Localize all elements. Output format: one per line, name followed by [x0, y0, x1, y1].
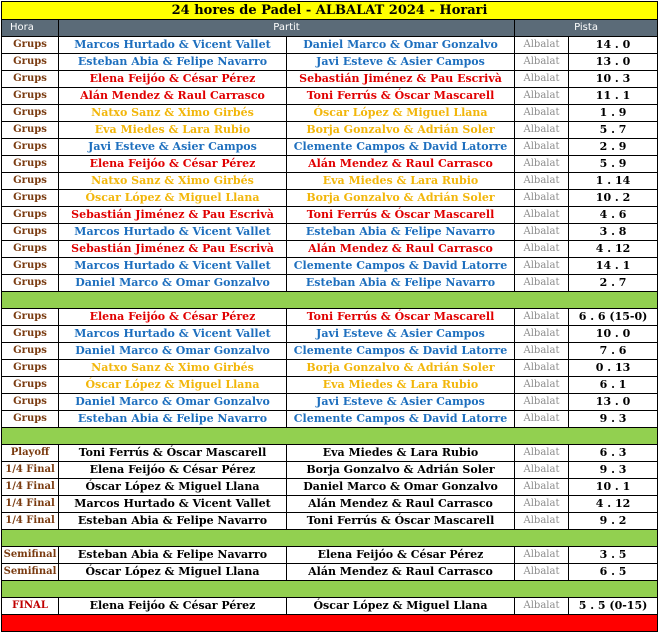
match-court: Albalat	[515, 122, 569, 139]
match-court: Albalat	[515, 479, 569, 496]
match-result: 14 . 1	[569, 258, 658, 275]
match-phase: Grups	[2, 105, 59, 122]
separator-row	[2, 428, 658, 445]
match-result: 7 . 6	[569, 343, 658, 360]
match-court: Albalat	[515, 360, 569, 377]
match-phase: 1/4 Final	[2, 496, 59, 513]
match-result: 4 . 6	[569, 207, 658, 224]
match-court: Albalat	[515, 71, 569, 88]
team-a: Sebastián Jiménez & Pau Escrivà	[59, 207, 287, 224]
match-row	[2, 411, 658, 428]
team-b: Alán Mendez & Raul Carrasco	[287, 564, 515, 581]
team-a: Elena Feijóo & César Pérez	[59, 71, 287, 88]
match-court: Albalat	[515, 496, 569, 513]
team-b: Sebastián Jiménez & Pau Escrivà	[287, 71, 515, 88]
match-court: Albalat	[515, 139, 569, 156]
team-a: Natxo Sanz & Ximo Girbés	[59, 105, 287, 122]
match-row	[2, 105, 658, 122]
team-a: Marcos Hurtado & Vicent Vallet	[59, 258, 287, 275]
team-b: Toni Ferrús & Óscar Mascarell	[287, 88, 515, 105]
header-row	[2, 20, 658, 37]
separator-row	[2, 581, 658, 598]
match-court: Albalat	[515, 275, 569, 292]
match-result: 13 . 0	[569, 54, 658, 71]
footer-bar	[2, 615, 658, 632]
match-row	[2, 241, 658, 258]
team-b: Esteban Abia & Felipe Navarro	[287, 275, 515, 292]
match-court: Albalat	[515, 326, 569, 343]
match-row	[2, 377, 658, 394]
match-result: 6 . 6 (15-0)	[569, 309, 658, 326]
match-phase: Grups	[2, 394, 59, 411]
team-a: Natxo Sanz & Ximo Girbés	[59, 360, 287, 377]
team-a: Marcos Hurtado & Vicent Vallet	[59, 496, 287, 513]
team-a: Esteban Abia & Felipe Navarro	[59, 547, 287, 564]
match-phase: Grups	[2, 88, 59, 105]
match-phase: FINAL	[2, 598, 59, 615]
match-result: 6 . 3	[569, 445, 658, 462]
match-result: 14 . 0	[569, 37, 658, 54]
separator-cell	[2, 530, 658, 547]
match-phase: Grups	[2, 343, 59, 360]
match-row	[2, 479, 658, 496]
match-phase: Grups	[2, 173, 59, 190]
team-a: Óscar López & Miguel Llana	[59, 564, 287, 581]
match-row	[2, 190, 658, 207]
team-a: Elena Feijóo & César Pérez	[59, 309, 287, 326]
match-row	[2, 156, 658, 173]
team-a: Marcos Hurtado & Vicent Vallet	[59, 37, 287, 54]
team-a: Daniel Marco & Omar Gonzalvo	[59, 394, 287, 411]
match-court: Albalat	[515, 309, 569, 326]
match-court: Albalat	[515, 258, 569, 275]
match-phase: 1/4 Final	[2, 513, 59, 530]
team-b: Óscar López & Miguel Llana	[287, 105, 515, 122]
match-row	[2, 71, 658, 88]
match-row	[2, 445, 658, 462]
match-court: Albalat	[515, 564, 569, 581]
team-a: Sebastián Jiménez & Pau Escrivà	[59, 241, 287, 258]
match-result: 2 . 9	[569, 139, 658, 156]
match-court: Albalat	[515, 513, 569, 530]
team-a: Natxo Sanz & Ximo Girbés	[59, 173, 287, 190]
match-result: 11 . 1	[569, 88, 658, 105]
match-court: Albalat	[515, 411, 569, 428]
match-phase: Grups	[2, 71, 59, 88]
team-b: Esteban Abia & Felipe Navarro	[287, 224, 515, 241]
team-a: Óscar López & Miguel Llana	[59, 479, 287, 496]
team-a: Esteban Abia & Felipe Navarro	[59, 513, 287, 530]
match-row	[2, 326, 658, 343]
team-b: Eva Miedes & Lara Rubio	[287, 445, 515, 462]
title-row	[2, 2, 658, 20]
schedule-table	[1, 1, 658, 632]
match-phase: Grups	[2, 275, 59, 292]
match-phase: 1/4 Final	[2, 462, 59, 479]
team-a: Elena Feijóo & César Pérez	[59, 462, 287, 479]
match-row	[2, 394, 658, 411]
team-a: Elena Feijóo & César Pérez	[59, 156, 287, 173]
match-result: 4 . 12	[569, 241, 658, 258]
team-b: Daniel Marco & Omar Gonzalvo	[287, 479, 515, 496]
match-court: Albalat	[515, 54, 569, 71]
footer-cell	[2, 615, 658, 632]
team-a: Óscar López & Miguel Llana	[59, 377, 287, 394]
match-row	[2, 513, 658, 530]
match-phase: Semifinal	[2, 547, 59, 564]
match-result: 9 . 2	[569, 513, 658, 530]
match-court: Albalat	[515, 173, 569, 190]
team-a: Daniel Marco & Omar Gonzalvo	[59, 343, 287, 360]
match-phase: Grups	[2, 258, 59, 275]
team-a: Óscar López & Miguel Llana	[59, 190, 287, 207]
team-a: Marcos Hurtado & Vicent Vallet	[59, 224, 287, 241]
match-court: Albalat	[515, 207, 569, 224]
separator-row	[2, 530, 658, 547]
match-row	[2, 54, 658, 71]
team-a: Esteban Abia & Felipe Navarro	[59, 54, 287, 71]
header-hora: Hora	[2, 20, 59, 37]
match-phase: Grups	[2, 207, 59, 224]
match-result: 9 . 3	[569, 462, 658, 479]
match-court: Albalat	[515, 394, 569, 411]
page-title: 24 hores de Padel - ALBALAT 2024 - Horari	[2, 2, 658, 20]
match-result: 5 . 7	[569, 122, 658, 139]
match-result: 13 . 0	[569, 394, 658, 411]
match-phase: Grups	[2, 377, 59, 394]
match-court: Albalat	[515, 241, 569, 258]
header-partit: Partit	[59, 20, 515, 37]
match-court: Albalat	[515, 156, 569, 173]
match-court: Albalat	[515, 88, 569, 105]
match-row	[2, 564, 658, 581]
team-b: Borja Gonzalvo & Adrián Soler	[287, 462, 515, 479]
match-court: Albalat	[515, 598, 569, 615]
match-result: 6 . 1	[569, 377, 658, 394]
match-result: 1 . 14	[569, 173, 658, 190]
match-result: 5 . 5 (0-15)	[569, 598, 658, 615]
match-result: 10 . 1	[569, 479, 658, 496]
match-row	[2, 275, 658, 292]
match-row	[2, 462, 658, 479]
match-phase: Playoff	[2, 445, 59, 462]
match-result: 1 . 9	[569, 105, 658, 122]
team-b: Alán Mendez & Raul Carrasco	[287, 496, 515, 513]
match-row	[2, 547, 658, 564]
match-phase: Grups	[2, 139, 59, 156]
match-result: 4 . 12	[569, 496, 658, 513]
team-a: Marcos Hurtado & Vicent Vallet	[59, 326, 287, 343]
match-court: Albalat	[515, 343, 569, 360]
match-result: 6 . 5	[569, 564, 658, 581]
team-a: Esteban Abia & Felipe Navarro	[59, 411, 287, 428]
match-phase: Grups	[2, 411, 59, 428]
match-phase: Grups	[2, 309, 59, 326]
team-b: Clemente Campos & David Latorre	[287, 258, 515, 275]
team-b: Clemente Campos & David Latorre	[287, 343, 515, 360]
team-b: Alán Mendez & Raul Carrasco	[287, 156, 515, 173]
match-result: 10 . 0	[569, 326, 658, 343]
separator-cell	[2, 292, 658, 309]
match-result: 5 . 9	[569, 156, 658, 173]
team-a: Daniel Marco & Omar Gonzalvo	[59, 275, 287, 292]
match-row	[2, 139, 658, 156]
team-b: Daniel Marco & Omar Gonzalvo	[287, 37, 515, 54]
match-result: 10 . 2	[569, 190, 658, 207]
team-a: Alán Mendez & Raul Carrasco	[59, 88, 287, 105]
match-phase: Grups	[2, 156, 59, 173]
match-phase: Semifinal	[2, 564, 59, 581]
team-b: Toni Ferrús & Óscar Mascarell	[287, 513, 515, 530]
match-row	[2, 88, 658, 105]
match-row	[2, 122, 658, 139]
team-b: Eva Miedes & Lara Rubio	[287, 377, 515, 394]
match-phase: Grups	[2, 360, 59, 377]
match-result: 2 . 7	[569, 275, 658, 292]
team-b: Javi Esteve & Asier Campos	[287, 394, 515, 411]
match-phase: Grups	[2, 190, 59, 207]
match-phase: Grups	[2, 224, 59, 241]
match-row	[2, 309, 658, 326]
match-row	[2, 496, 658, 513]
match-result: 0 . 13	[569, 360, 658, 377]
match-row	[2, 173, 658, 190]
match-result: 3 . 8	[569, 224, 658, 241]
match-court: Albalat	[515, 105, 569, 122]
team-b: Javi Esteve & Asier Campos	[287, 326, 515, 343]
match-result: 3 . 5	[569, 547, 658, 564]
match-court: Albalat	[515, 377, 569, 394]
team-a: Javi Esteve & Asier Campos	[59, 139, 287, 156]
match-result: 9 . 3	[569, 411, 658, 428]
match-court: Albalat	[515, 445, 569, 462]
team-b: Óscar López & Miguel Llana	[287, 598, 515, 615]
match-row	[2, 258, 658, 275]
match-court: Albalat	[515, 190, 569, 207]
team-b: Clemente Campos & David Latorre	[287, 411, 515, 428]
team-b: Toni Ferrús & Óscar Mascarell	[287, 309, 515, 326]
match-phase: Grups	[2, 122, 59, 139]
team-b: Eva Miedes & Lara Rubio	[287, 173, 515, 190]
separator-cell	[2, 581, 658, 598]
team-a: Elena Feijóo & César Pérez	[59, 598, 287, 615]
match-court: Albalat	[515, 224, 569, 241]
match-result: 10 . 3	[569, 71, 658, 88]
match-row	[2, 360, 658, 377]
match-court: Albalat	[515, 547, 569, 564]
match-court: Albalat	[515, 37, 569, 54]
team-b: Borja Gonzalvo & Adrián Soler	[287, 360, 515, 377]
header-pista: Pista	[515, 20, 658, 37]
match-row	[2, 343, 658, 360]
team-b: Toni Ferrús & Óscar Mascarell	[287, 207, 515, 224]
match-court: Albalat	[515, 462, 569, 479]
team-b: Javi Esteve & Asier Campos	[287, 54, 515, 71]
separator-cell	[2, 428, 658, 445]
team-a: Toni Ferrús & Óscar Mascarell	[59, 445, 287, 462]
team-a: Eva Miedes & Lara Rubio	[59, 122, 287, 139]
team-b: Clemente Campos & David Latorre	[287, 139, 515, 156]
match-phase: 1/4 Final	[2, 479, 59, 496]
separator-row	[2, 292, 658, 309]
team-b: Borja Gonzalvo & Adrián Soler	[287, 190, 515, 207]
team-b: Borja Gonzalvo & Adrián Soler	[287, 122, 515, 139]
match-phase: Grups	[2, 326, 59, 343]
match-phase: Grups	[2, 54, 59, 71]
team-b: Alán Mendez & Raul Carrasco	[287, 241, 515, 258]
match-row	[2, 224, 658, 241]
team-b: Elena Feijóo & César Pérez	[287, 547, 515, 564]
match-row	[2, 37, 658, 54]
match-row	[2, 207, 658, 224]
match-phase: Grups	[2, 37, 59, 54]
match-phase: Grups	[2, 241, 59, 258]
match-row	[2, 598, 658, 615]
